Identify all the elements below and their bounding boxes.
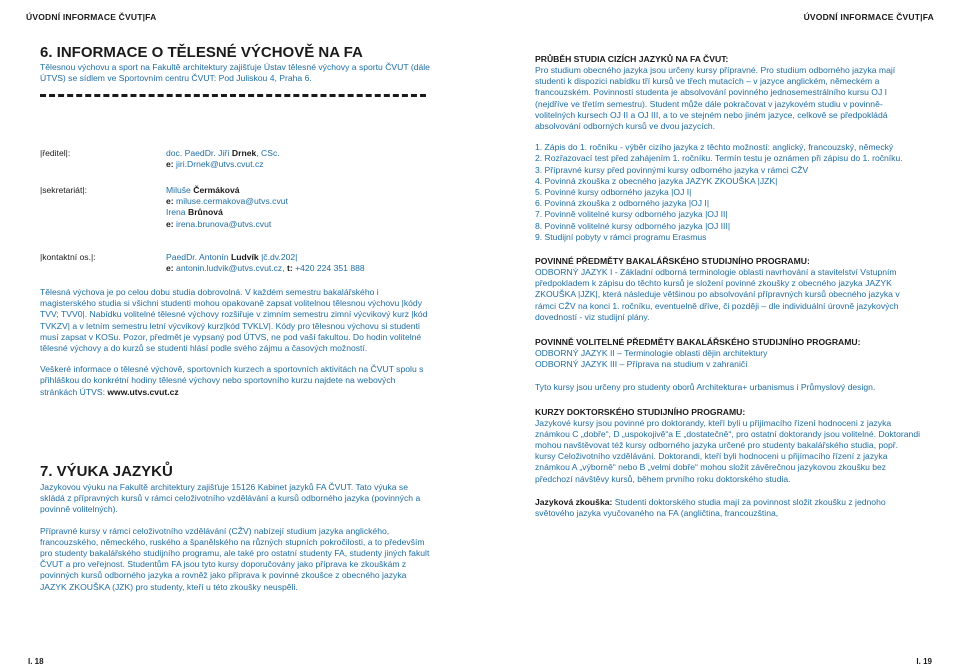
pe-info-paragraph: Veškeré informace o tělesné výchově, sportovních kurzech a sportovních aktivitách na ČVUT spolu s přihláškou do konkrétní hodiny tělesné výchovy nebo sportovního kurzu najdete na webových stránkách ÚTVS: www.utvs.cvut.cz bbox=[40, 364, 424, 397]
section6-body bbox=[40, 287, 435, 398]
list-item: 8. Povinně volitelné kursy odborného jazyka |OJ III| bbox=[535, 220, 731, 231]
section7-title: 7. VÝUKA JAZYKŮ bbox=[40, 463, 173, 480]
left-column bbox=[40, 44, 440, 97]
list-item: 6. Povinná zkouška z odborného jazyka |OJ I| bbox=[535, 198, 710, 209]
bachelor-text: ODBORNÝ JAZYK I - Základní odborná terminologie oblasti navrhování a stavitelství Vstupním předpokladem k zápisu do těchto kursů je složení povinné zkoušky z obecného jazyka JAZYK ZKOUŠKA |JZK|, která následuje většinou po absolvování přípravných kursů obecného jazyka v rámci CŽV na konci 1. ročníku, eventuelně dříve, či později – dle individuální úrovně jazykových dovedností - viz studijní plány. bbox=[535, 267, 900, 322]
email-link[interactable]: miluse.cermakova@utvs.cvut bbox=[173, 196, 288, 207]
section6-intro: Tělesnou výchovu a sport na Fakultě architektury zajišťuje Ústav tělesné výchovy a sportu ČVUT (dále ÚTVS) se sídlem ve Sportovním centru ČVUT: Pod Juliskou 4, Praha 6. bbox=[40, 62, 430, 84]
doctoral-title: KURZY DOKTORSKÉHO STUDIJNÍHO PROGRAMU: bbox=[535, 406, 746, 417]
doctoral-text: Jazykové kursy jsou povinné pro doktorandy, kteří byli u přijímacího řízení hodnoceni z jazyka známkou C „dobře“, D „uspokojivě“a E „dostatečně“, pro ostatní doktorandy jsou volitelné. Doktorandi mohou navštěvovat též kursy odborného jazyka určené pro studenty bakalářského studia, popř. kursy Celoživotního vzdělávání. Doktorandi, kteří byli hodnoceni u přijímacího řízení z jazyka známkou A „výborně“ nebo B „velmi dobře“ mohou složit závěrečnou jazykovou zkoušku bez předchozí návštěvy kursů, během prvního roku doktorského studia. bbox=[535, 417, 921, 484]
exam-label: Jazyková zkouška: bbox=[535, 496, 613, 507]
list-item: 7. Povinně volitelné kursy odborného jazyka |OJ II| bbox=[535, 209, 728, 220]
contact-label: |ředitel|: bbox=[40, 148, 71, 158]
section6-title: 6. INFORMACE O TĚLESNÉ VÝCHOVĚ NA FA bbox=[40, 44, 363, 61]
steps-list bbox=[535, 142, 920, 243]
running-head-right: ÚVODNÍ INFORMACE ČVUT|FA bbox=[803, 12, 934, 22]
page-number-left: I. 18 bbox=[28, 657, 44, 666]
section7-para2: Přípravné kursy v rámci celoživotního vzdělávání (CŽV) nabízejí studium jazyka anglického, francouzského, německého, ruského a španělského na různých stupních pokročilosti, a to především pro studenty bakalářského studijního programu, ale také pro ostatní studenty FA, studenty jiných fakult ČVUT a pro veřejnost. Studentům FA jsou tyto kursy doporučovány jako příprava ke zkouškám z povinných kursů odborného jazyka a rovněž jako příprava k povinné zkoušce z obecného jazyka JAZYK ZKOUŠKA (JZK) pro studenty, kteří u této zkoušky neuspěli. bbox=[40, 525, 430, 592]
progress-text: Pro studium obecného jazyka jsou určeny kursy přípravné. Pro studium odborného jazyka mají studenti k dispozici nabídku tří kursů ve třech mutacích – v jazyce anglickém, německém a francouzském. Povinností studenta je absolvování povinného jednosemestrálního kursu OJ I (nejdříve ve třetím semestru). Student může dále pokračovat v jazykovém studiu v povinně-volitelných kursech OJ II a OJ III, a to ve stejném nebo jiném jazyce, celkově se předpokládá absolvování odborných kursů ve dvou jazycích. bbox=[535, 65, 896, 132]
contact-values: doc. PaedDr. Jiří Drnek, CSc. e: jiri.Drnek@utvs.cvut.cz bbox=[166, 148, 280, 170]
elective-line: ODBORNÝ JAZYK II – Terminologie oblasti dějin architektury bbox=[535, 348, 768, 359]
dashed-divider bbox=[40, 94, 426, 97]
contact-values: Miluše Čermáková e: miluse.cermakova@utvs.cvut Irena Brůnová e: irena.brunova@utvs.cvut bbox=[166, 185, 288, 229]
elective-line: ODBORNÝ JAZYK III – Příprava na studium v zahraničí bbox=[535, 359, 748, 370]
pe-paragraph: Tělesná výchova je po celou dobu studia dobrovolná. V každém semestru bakalářského i magisterského studia si všichni studenti mohou opakovaně zapsat volitelnou tělesnou výchovu |kódy TVV; TVV0|. Nabídku volitelné tělesné výchovy rozšiřuje v zimním semestru zimní výcvikový kurz |kód TVKZV| a v letním semestru letní výcvikový kurz|kód TVKLV|. Kódy pro tělesnou výchovu si studenti musí zapsat v KOSu. Pozor, předmět je vypsaný pod ÚTVS, ne pod vaší fakultou. Do hodin volitelné tělesné výchovy a do kurzů se studenti hlásí podle svého zájmu a časových možností. bbox=[40, 287, 428, 354]
progress-title: PRŮBĚH STUDIA CIZÍCH JAZYKŮ NA FA ČVUT: bbox=[535, 54, 729, 64]
email-link[interactable]: irena.brunova@utvs.cvut bbox=[173, 218, 272, 229]
page-number-right: I. 19 bbox=[916, 657, 932, 666]
contact-values: PaedDr. Antonín Ludvík |č.dv.202| e: antonin.ludvik@utvs.cvut.cz, t: +420 224 351 888 bbox=[166, 252, 365, 274]
exam-paragraph: Jazyková zkouška: Studenti doktorského studia mají za povinnost složit zkoušku z jednoho světového jazyka vyučovaného na FA (angličtina, francouzština, bbox=[535, 496, 886, 519]
list-item: 9. Studijní pobyty v rámci programu Erasmus bbox=[535, 231, 707, 242]
design-text: Tyto kursy jsou určeny pro studenty oborů Architektura+ urbanismus i Průmyslový design. bbox=[535, 382, 876, 393]
running-head-left: ÚVODNÍ INFORMACE ČVUT|FA bbox=[26, 12, 157, 22]
contacts-block bbox=[40, 148, 440, 274]
right-column bbox=[535, 54, 920, 519]
utvs-link[interactable]: www.utvs.cvut.cz bbox=[107, 386, 179, 397]
contact-label: |sekretariát|: bbox=[40, 185, 87, 195]
list-item: 3. Přípravné kursy před povinnými kursy odborného jazyka v rámci CŽV bbox=[535, 164, 809, 175]
list-item: 1. Zápis do 1. ročníku - výběr cizího jazyka z těchto možností: anglický, francouzský, německý bbox=[535, 142, 894, 153]
email-link[interactable]: jiri.Drnek@utvs.cvut.cz bbox=[173, 159, 264, 170]
contact-label: |kontaktní os.|: bbox=[40, 252, 96, 262]
section7 bbox=[40, 463, 435, 593]
list-item: 2. Rozřazovací test před zahájením 1. ročníku. Termín testu je oznámen při zápisu do 1. ročníku. bbox=[535, 153, 903, 164]
list-item: 5. Povinné kursy odborného jazyka |OJ I| bbox=[535, 187, 692, 198]
section7-para1: Jazykovou výuku na Fakultě architektury zajišťuje 15126 Kabinet jazyků FA ČVUT. Tato výuka se skládá z přípravných kursů v rámci celoživotního vzdělávání a kursů odborného jazyka (povinných a povinně volitelných). bbox=[40, 482, 421, 515]
elective-title: POVINNĚ VOLITELNÉ PŘEDMĚTY BAKALÁŘSKÉHO STUDIJNÍHO PROGRAMU: bbox=[535, 337, 861, 348]
bachelor-title: POVINNÉ PŘEDMĚTY BAKALÁŘSKÉHO STUDIJNÍHO PROGRAMU: bbox=[535, 256, 810, 267]
email-link[interactable]: antonin.ludvik@utvs.cvut.cz, bbox=[173, 263, 287, 274]
list-item: 4. Povinná zkouška z obecného jazyka JAZYK ZKOUŠKA |JZK| bbox=[535, 175, 778, 186]
phone-number: +420 224 351 888 bbox=[292, 263, 365, 274]
